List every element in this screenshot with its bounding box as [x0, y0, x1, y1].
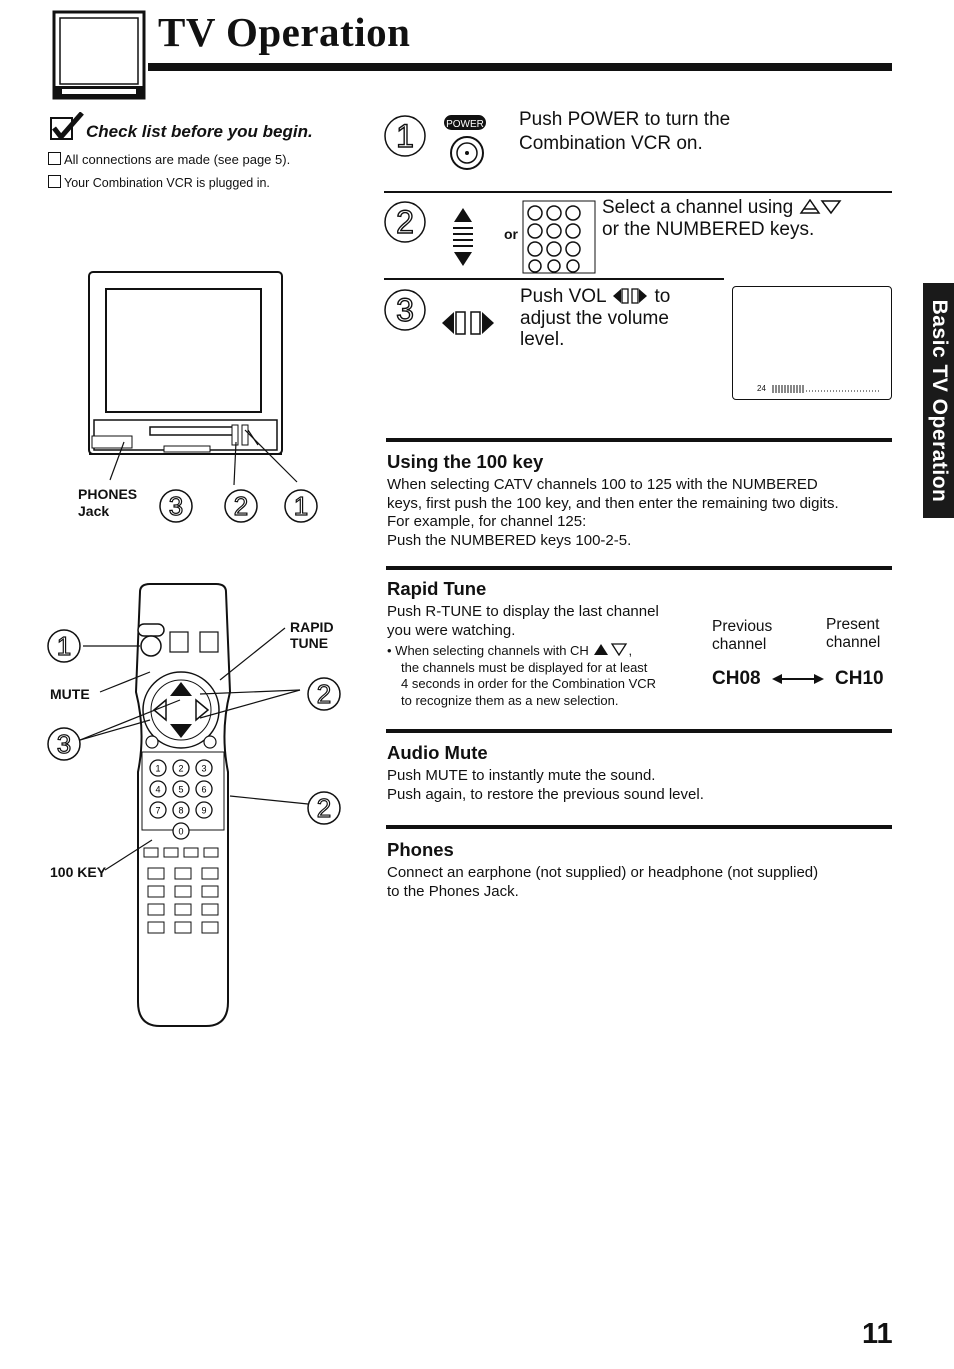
marker-1-icon — [283, 488, 319, 524]
double-arrow-icon — [770, 672, 826, 686]
svg-text:3: 3 — [168, 491, 184, 521]
remote-key-label: 0 — [178, 826, 184, 837]
tv-icon — [52, 10, 146, 100]
present-channel-label: Present channel — [826, 616, 881, 651]
page-title: TV Operation — [158, 9, 411, 55]
rapid-heading: Rapid Tune — [387, 578, 487, 599]
remote-key-label: 4 — [155, 784, 161, 795]
or-label: or — [504, 226, 518, 242]
volume-buttons-icon — [440, 308, 496, 338]
marker-3-icon — [46, 726, 82, 762]
remote-key-label: 1 — [155, 763, 161, 774]
vol-arrows-icon — [611, 287, 649, 305]
remote-key-label: 6 — [201, 784, 207, 795]
remote-key-label: 7 — [155, 805, 161, 816]
phones-label: PHONES — [78, 486, 138, 502]
step-1-icon — [383, 114, 427, 158]
svg-text:1: 1 — [396, 118, 414, 154]
phones-body: Connect an earphone (not supplied) or headphone (not supplied) to the Phones Jack. — [387, 864, 819, 900]
checkbox-icon — [48, 175, 61, 188]
remote-key-label: 2 — [178, 763, 184, 774]
numbered-keys-icon — [522, 200, 596, 274]
volume-screen — [732, 286, 892, 400]
checkbox-icon — [48, 152, 61, 165]
svg-text:2: 2 — [316, 793, 332, 823]
marker-1-icon — [46, 628, 82, 664]
ch-up-down-icon — [592, 643, 628, 656]
remote-key-label: 9 — [201, 805, 207, 816]
volume-bar — [771, 384, 883, 394]
jack-label: Jack — [78, 503, 110, 519]
svg-text:POWER: POWER — [446, 119, 484, 130]
svg-text:3: 3 — [56, 729, 72, 759]
svg-text:1: 1 — [56, 631, 72, 661]
checklist-item: Your Combination VCR is plugged in. — [48, 175, 270, 190]
tune-label: TUNE — [290, 635, 329, 651]
volume-level-value: 24 — [757, 384, 766, 393]
section-rule — [386, 566, 892, 570]
remote-key-label: 5 — [178, 784, 184, 795]
rapid-body: Push R-TUNE to display the last channel you were watching. — [387, 603, 659, 639]
step-divider — [384, 191, 892, 193]
marker-3-icon — [158, 488, 194, 524]
remote-key-label: 3 — [201, 763, 207, 774]
title-rule — [148, 63, 892, 71]
section-rule — [386, 729, 892, 733]
step-divider — [384, 278, 724, 280]
step-1-text: Push POWER to turn the Combination VCR on. — [519, 109, 731, 154]
checkmark-icon — [50, 112, 84, 140]
marker-2-icon — [306, 676, 342, 712]
svg-text:2: 2 — [233, 491, 249, 521]
page-number: 11 — [862, 1318, 893, 1350]
marker-2-icon — [223, 488, 259, 524]
svg-text:2: 2 — [316, 679, 332, 709]
previous-channel-label: Previous channel — [712, 618, 773, 653]
step-2-text: Select a channel using or the NUMBERED keys. — [602, 197, 842, 241]
mute-label: MUTE — [50, 686, 90, 702]
svg-text:1: 1 — [293, 491, 309, 521]
step-3-icon — [383, 288, 427, 332]
marker-2-icon — [306, 790, 342, 826]
key100-heading: Using the 100 key — [387, 451, 544, 472]
side-tab: Basic TV Operation — [923, 283, 954, 518]
power-button-icon — [440, 112, 490, 182]
rapid-bullet: • When selecting channels with CH , the channels must be displayed for at least 4 seconds in order for the Combination VCR to recognize them as a new selection. — [387, 643, 657, 708]
section-rule — [386, 438, 892, 442]
checklist-item: All connections are made (see page 5). — [48, 152, 290, 167]
section-rule — [386, 825, 892, 829]
remote-key-label: 8 — [178, 805, 184, 816]
key100-label: 100 KEY — [50, 864, 107, 880]
ch-previous: CH08 — [712, 668, 761, 689]
step-3-text: Push VOL to adjust the volume level. — [520, 286, 671, 350]
channel-up-down-icon — [448, 206, 478, 268]
rapid-label: RAPID — [290, 619, 334, 635]
checklist-title: Check list before you begin. — [86, 122, 313, 141]
svg-text:3: 3 — [396, 292, 414, 328]
svg-text:2: 2 — [396, 204, 414, 240]
mute-body: Push MUTE to instantly mute the sound. Push again, to restore the previous sound level. — [387, 767, 704, 803]
key100-body: When selecting CATV channels 100 to 125 with the NUMBERED keys, first push the 100 key, and then enter the remaining two digits. For example, for channel 125: Push the NUMBERED keys 100-2-5. — [387, 476, 839, 549]
ch-present: CH10 — [835, 668, 884, 689]
mute-heading: Audio Mute — [387, 742, 488, 763]
step-2-icon — [383, 200, 427, 244]
ch-up-down-icon — [798, 199, 842, 215]
phones-heading: Phones — [387, 839, 454, 860]
